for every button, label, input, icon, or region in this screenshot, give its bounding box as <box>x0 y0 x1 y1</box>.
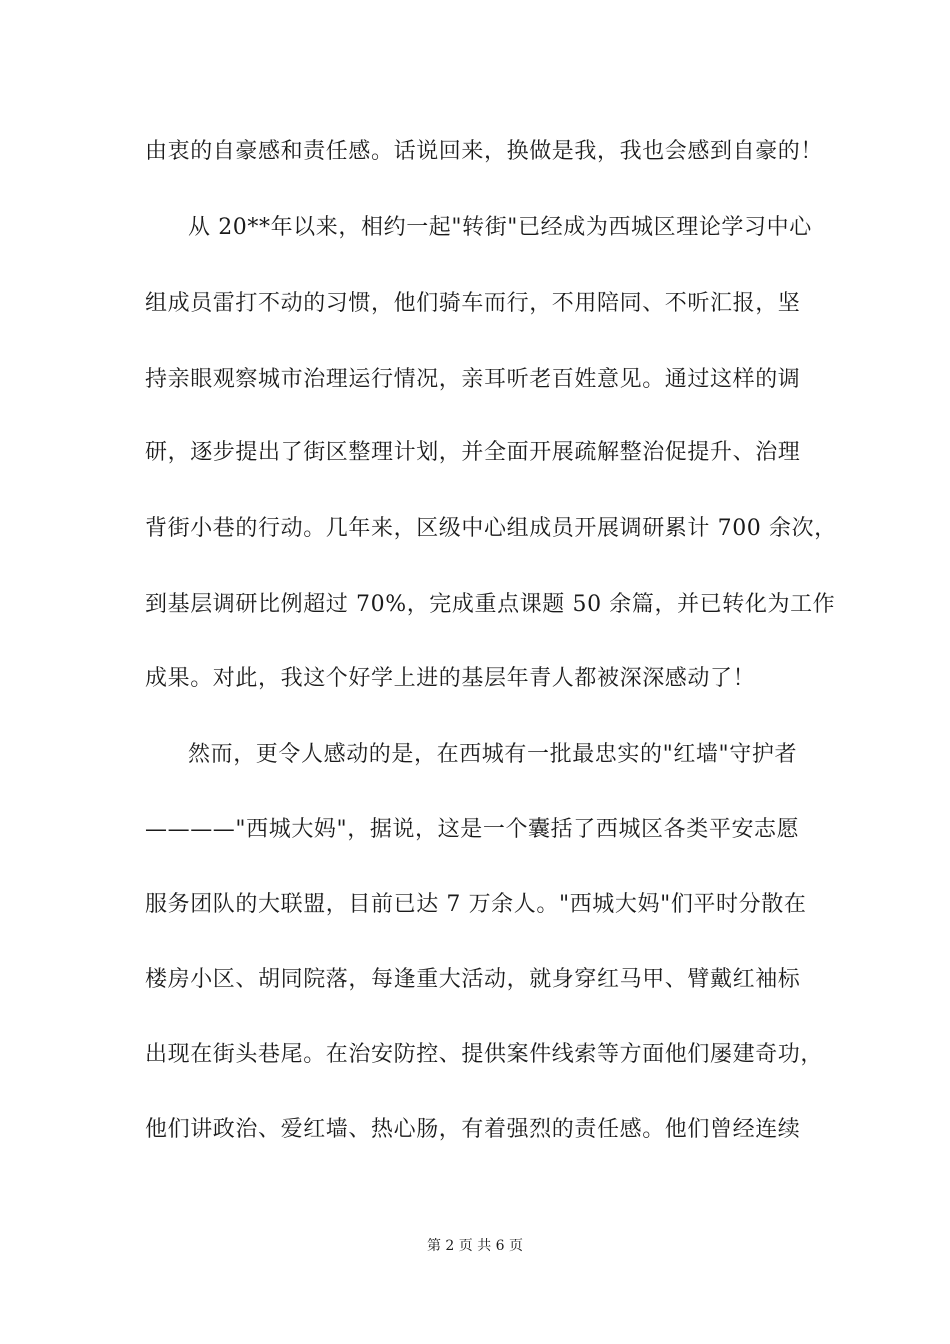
text-line: 从 20**年以来，相约一起"转街"已经成为西城区理论学习中心 <box>188 215 812 240</box>
text-line: 研，逐步提出了街区整理计划，并全面开展疏解整治促提升、治理 <box>145 440 801 465</box>
text-line: 楼房小区、胡同院落，每逢重大活动，就身穿红马甲、臂戴红袖标 <box>145 967 801 992</box>
text-line: 服务团队的大联盟，目前已达 7 万余人。"西城大妈"们平时分散在 <box>145 892 807 917</box>
text-line: 到基层调研比例超过 70%，完成重点课题 50 余篇，并已转化为工作 <box>145 592 836 617</box>
text-line: 背街小巷的行动。几年来，区级中心组成员开展调研累计 700 余次， <box>145 516 837 541</box>
text-line: 组成员雷打不动的习惯，他们骑车而行，不用陪同、不听汇报，坚 <box>145 291 801 316</box>
text-line: 他们讲政治、爱红墙、热心肠，有着强烈的责任感。他们曾经连续 <box>145 1117 801 1142</box>
text-line: 出现在街头巷尾。在治安防控、提供案件线索等方面他们屡建奇功， <box>145 1042 824 1067</box>
text-line: 由衷的自豪感和责任感。话说回来，换做是我，我也会感到自豪的！ <box>145 139 824 164</box>
text-line: 成果。对此，我这个好学上进的基层年青人都被深深感动了！ <box>145 666 756 691</box>
page-number: 第 2 页 共 6 页 <box>426 1238 524 1254</box>
text-line: 然而，更令人感动的是，在西城有一批最忠实的"红墙"守护者 <box>188 742 798 767</box>
text-line: 持亲眼观察城市治理运行情况，亲耳听老百姓意见。通过这样的调 <box>145 367 801 392</box>
text-line: ————"西城大妈"，据说，这是一个囊括了西城区各类平安志愿 <box>145 817 800 842</box>
